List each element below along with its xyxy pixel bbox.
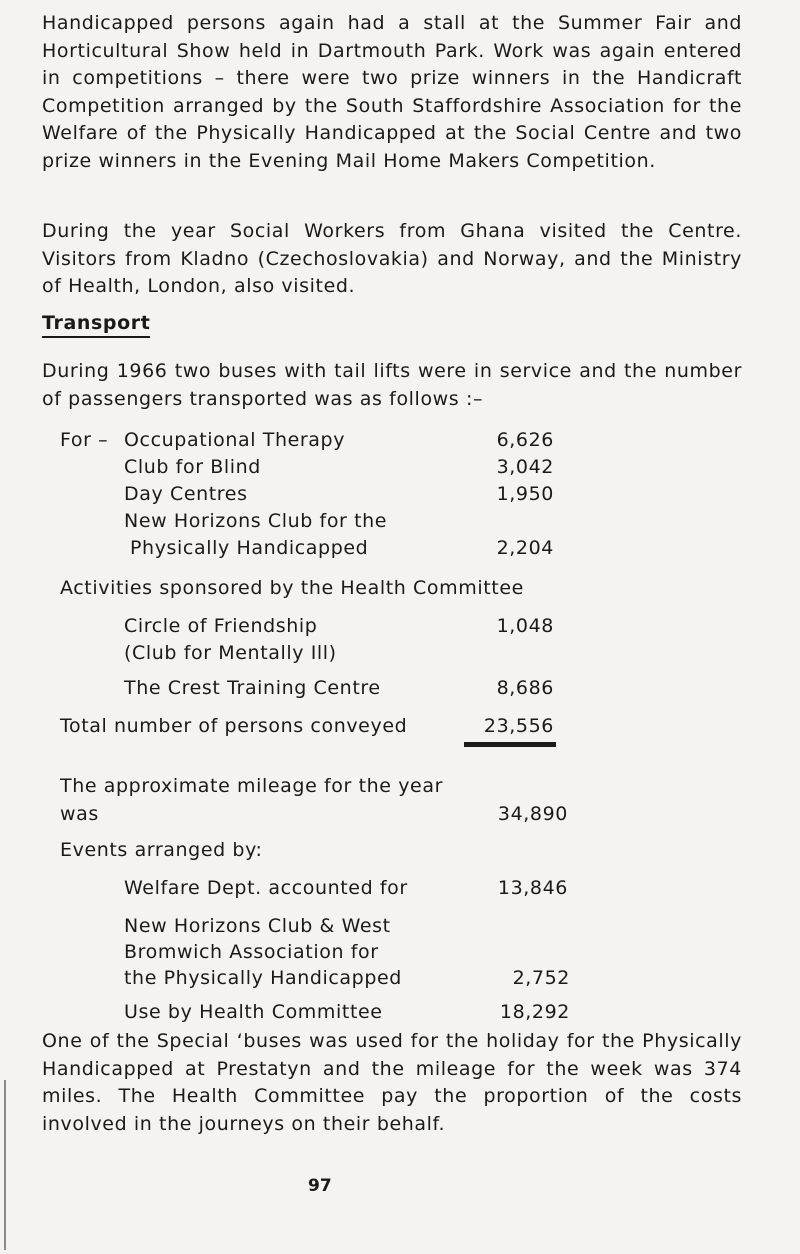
service-label: Occupational Therapy [124, 429, 346, 451]
event-label: New Horizons Club & West [124, 915, 391, 937]
paragraph-visitors: During the year Social Workers from Ghana visited the Centre. Visitors from Kladno (Czechoslovakia) and Norway, and the Ministry of Health, London, also visited. [42, 220, 742, 297]
sponsored-value: 1,048 [496, 615, 554, 637]
section-heading-transport: Transport [42, 312, 150, 338]
paragraph-summer-fair: Handicapped persons again had a stall at the Summer Fair and Horticultural Show held in Dartmouth Park. Work was again entered in competitions – there were two prize winners in the Handicraft Competition arranged by the South Staffordshire Association for the Welfare of the Physically Handicapped at the Social Centre and two prize winners in the Evening Mail Home Makers Competition. [42, 12, 742, 172]
total-label: Total number of persons conveyed [60, 715, 408, 737]
sponsored-value: 8,686 [496, 677, 554, 699]
service-value: 6,626 [496, 429, 554, 451]
sponsored-label: (Club for Mentally Ill) [124, 642, 337, 664]
mileage-label: was [60, 803, 99, 825]
event-value: 18,292 [499, 1001, 570, 1023]
service-label: Physically Handicapped [130, 537, 369, 559]
event-label: Use by Health Committee [124, 1001, 383, 1023]
event-value: 2,752 [512, 967, 570, 989]
scan-edge-mark [4, 1080, 6, 1250]
events-heading: Events arranged by: [60, 839, 263, 861]
page-number: 97 [308, 1176, 332, 1196]
paragraph-holiday: One of the Special ‘buses was used for the holiday for the Physically Handicapped at Prestatyn and the mileage for the week was 374 miles. The Health Committee pay the proportion of the costs involved in the journeys on their behalf. [42, 1030, 742, 1135]
service-label: New Horizons Club for the [124, 510, 388, 532]
event-label: Welfare Dept. accounted for [124, 877, 408, 899]
sponsored-label: Circle of Friendship [124, 615, 318, 637]
service-value: 1,950 [496, 483, 554, 505]
event-value: 13,846 [497, 877, 568, 899]
total-value: 23,556 [483, 715, 554, 737]
service-label: Day Centres [124, 483, 248, 505]
event-label: Bromwich Association for [124, 941, 379, 963]
service-value: 3,042 [496, 456, 554, 478]
service-value: 2,204 [496, 537, 554, 559]
service-label: Club for Blind [124, 456, 261, 478]
event-label: the Physically Handicapped [124, 967, 402, 989]
for-prefix: For – [60, 429, 109, 451]
mileage-label: The approximate mileage for the year [60, 775, 443, 797]
paragraph-buses: During 1966 two buses with tail lifts were in service and the number of passengers transported was as follows :– [42, 360, 742, 410]
mileage-value: 34,890 [497, 803, 568, 825]
total-underline [464, 742, 556, 747]
sponsored-label: The Crest Training Centre [124, 677, 381, 699]
sponsored-heading: Activities sponsored by the Health Committee [60, 577, 524, 599]
